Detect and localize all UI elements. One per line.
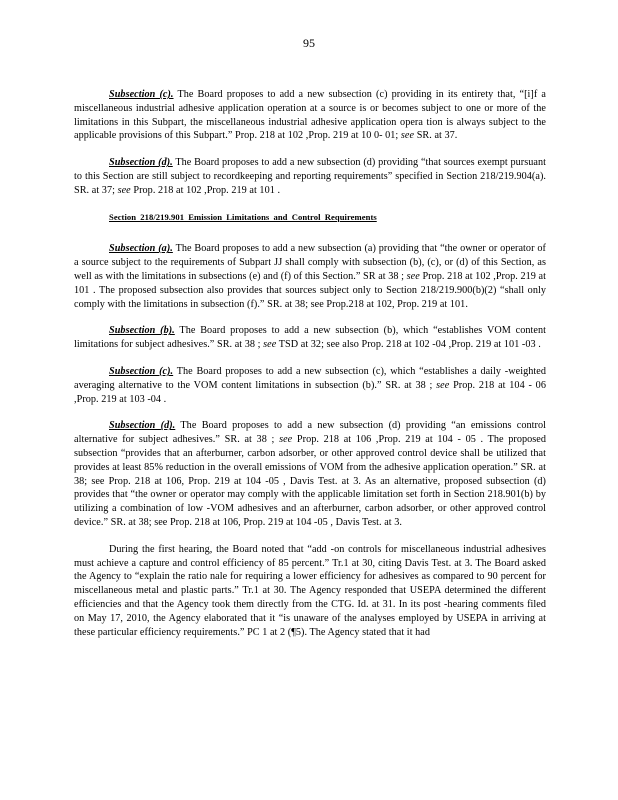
paragraph-subsection-a <box>74 242 546 311</box>
paragraph-citation: TSD at 32; see also Prop. 218 at 102 -04 ,Prop. 219 at 101 -03 . <box>278 339 541 351</box>
paragraph-text: The Board proposes to add a new subsection (c), which “establishes a daily -weighted averaging alternative to the VOM content limitations in subsection (b).” SR. at 38 ; <box>74 365 546 391</box>
paragraph-heading: Subsection (c). <box>109 89 174 100</box>
paragraph-heading: Subsection (b). <box>109 325 175 337</box>
paragraph-citation: Prop. 218 at 106 ,Prop. 219 at 104 - 05 . The proposed subsection “provides that an afterburner, carbon adsorber, or other approved control device shall be utilized that provides at least 85% reduction in the overall emissions of VOM from the adhesive application operation.” SR. at 38; see Prop. 218 at 106, Prop. 219 at 104 -05 , Davis Test. at 3. As an alternative, proposed subsection (d) provides that “the owner or operator may comply with the applicable limitation set forth in Section 218.901(b) by utilizing a combination of low -VOM adhesives and an afterburner, carbon adsorber, or other approved control device.” SR. at 38; see Prop. 218 at 106, Prop. 219 at 104 -05 , Davis Test. at 3. <box>74 434 546 528</box>
paragraph-citation: Prop. 218 at 102 ,Prop. 219 at 101 . <box>133 184 281 196</box>
paragraph-text: The Board proposes to add a new subsection (d) providing “that sources exempt pursuant to this Section are still subject to recordkeeping and reporting requirements” specified in Section 218/219.904(a). SR. at 37; <box>74 157 546 196</box>
citation-signal: see <box>400 130 415 142</box>
paragraph-text: The Board proposes to add a new subsection (c) providing in its entirety that, “[i]f a miscellaneous industrial adhesive application operation at a source is or becomes subject to one or more of the limitations in this Subpart, the miscellaneous industrial adhesive application opera tion is always subject to the applicable provisions of this Subpart.” Prop. 218 at 102 ,Prop. 219 at 10 0- 01; <box>74 89 546 142</box>
paragraph-subsection-c-2 <box>74 365 546 406</box>
paragraph-citation: Prop. 218 at 104 - 06 ,Prop. 219 at 103 -04 . <box>74 379 546 405</box>
citation-signal: see <box>406 270 420 282</box>
paragraph-subsection-b <box>74 324 546 352</box>
paragraph-citation: Prop. 218 at 102 ,Prop. 219 at 101 . The proposed subsection also provides that sources subject only to Section 218/219.900(b)(2) “shall only comply with the limitations in subsection (f).” SR. at 38; see Prop.218 at 102, Prop. 219 at 101. <box>74 270 546 310</box>
paragraph-heading: Subsection (d). <box>109 157 173 169</box>
citation-signal: see <box>117 184 131 196</box>
document-body <box>74 88 546 639</box>
paragraph-subsection-d <box>74 156 546 197</box>
page-number: 95 <box>303 36 315 50</box>
paragraph-text: The Board proposes to add a new subsection (b), which “establishes VOM content limitations for subject adhesives.” SR. at 38 ; <box>74 325 547 351</box>
paragraph-text: The Board proposes to add a new subsection (d) providing “an emissions control alternative for subject adhesives.” SR. at 38 ; <box>74 420 547 446</box>
paragraph-heading: Subsection (d). <box>109 420 176 432</box>
citation-signal: see <box>279 434 293 446</box>
citation-signal: see <box>436 379 450 391</box>
paragraph-heading: Subsection (a). <box>109 243 173 255</box>
section-heading: Section 218/219.901 Emission Limitations and Control Requirements <box>109 211 377 222</box>
paragraph-subsection-c <box>74 88 546 143</box>
citation-signal: see <box>263 339 277 351</box>
paragraph-subsection-d-2 <box>74 419 546 529</box>
paragraph-text: The Board proposes to add a new subsection (a) providing that “the owner or operator of a source subject to the requirements of Subpart JJ shall comply with subsection (b), (c), or (d) of this Section, as well as with the limitations in subsections (e) and (f) of this Section.” SR at 38 ; <box>74 243 546 282</box>
paragraph-heading: Subsection (c). <box>109 365 174 377</box>
paragraph-first-hearing: During the first hearing, the Board noted that “add -on controls for miscellaneous industrial adhesives must achieve a capture and control efficiency of 85 percent.” Tr.1 at 30, citing Davis Test. at 3. The Board asked the Agency to “explain the ratio nale for requiring a lower efficiency for adhesives as compared to 90 percent for miscellaneous metal and plastic parts.” Tr.1 at 30. The Agency responded that USEPA determined the different efficiencies and that the Agency took them directly from the CTG. Id. at 31. In its post -hearing comments filed on May 17, 2010, the Agency elaborated that it “is unaware of the analyses employed by USEPA in arriving at these particular efficiency requirements.” PC 1 at 2 (¶5). The Agency stated that it had <box>74 543 546 638</box>
paragraph-citation: SR. at 37. <box>416 130 458 142</box>
